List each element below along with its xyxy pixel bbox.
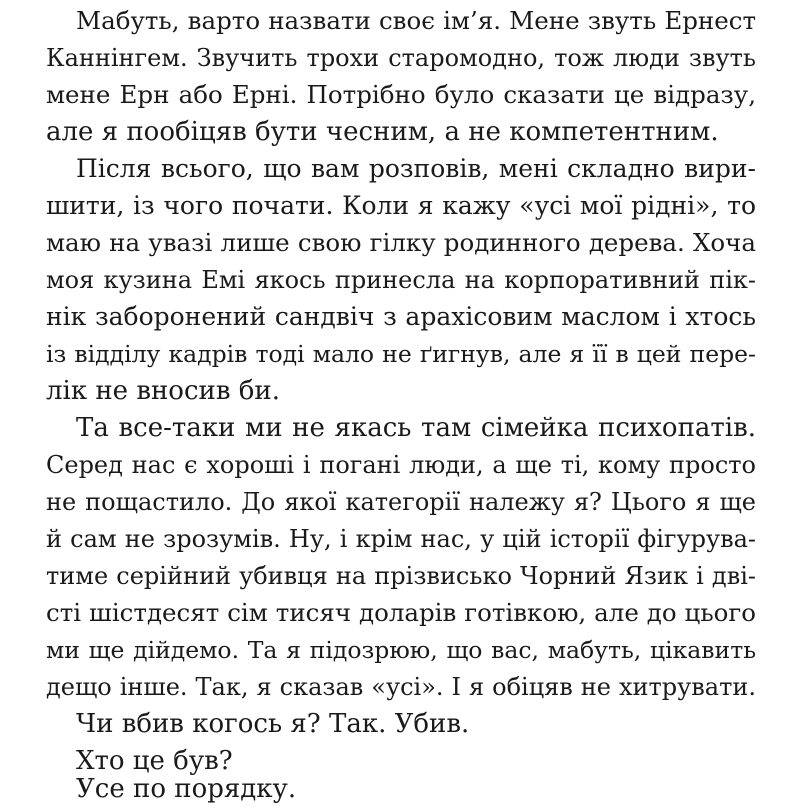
text-line: дещо інше. Так, я сказав «усі». І я обіцяв не хитрувати. [46, 673, 756, 701]
text-line: але я пообіцяв бути чесним, а не компетентним. [46, 117, 719, 147]
text-line: Серед нас є хороші і погані люди, а ще ті, кому просто [46, 451, 756, 479]
text-line: із відділу кадрів тоді мало не ґигнув, але я її в цей пере- [46, 340, 756, 368]
text-line: не пощастило. До якої категорії належу я? Цього я ще [46, 488, 756, 516]
text-line: моя кузина Емі якось принесла на корпоративний пік- [46, 266, 756, 294]
text-line: Каннінгем. Звучить трохи старомодно, тож люди звуть [46, 44, 756, 72]
text-line: Мабуть, варто назвати своє ім’я. Мене звуть Ернест [76, 6, 756, 35]
text-line: Чи вбив когось я? Так. Убив. [76, 709, 470, 739]
document-page [46, 0, 756, 804]
text-line: нік заборонений сандвіч з арахісовим маслом і хтось [46, 302, 756, 331]
text-line: шити, із чого почати. Коли я кажу «усі мої рідні», то [46, 191, 756, 220]
text-line: й сам не зрозумів. Ну, і крім нас, у цій історії фігурува- [46, 525, 756, 553]
text-line: тиме серійний убивця на прізвисько Чорний Язик і дві- [46, 562, 756, 590]
text-line: Після всього, що вам розповів, мені складно вири- [76, 154, 756, 183]
text-line: Усе по порядку. [76, 774, 297, 804]
text-line: ми ще дійдемо. Та я підозрюю, що вас, мабуть, цікавить [46, 636, 756, 664]
text-line: маю на увазі лише свою гілку родинного дерева. Хоча [46, 228, 756, 257]
text-line: лік не вносив би. [46, 376, 280, 406]
text-line: Хто це був? [76, 746, 233, 776]
text-line: мене Ерн або Ерні. Потрібно було сказати це відразу, [46, 80, 756, 109]
text-line: сті шістдесят сім тисяч доларів готівкою, але до цього [46, 598, 756, 627]
text-line: Та все-таки ми не якась там сімейка психопатів. [76, 413, 756, 443]
